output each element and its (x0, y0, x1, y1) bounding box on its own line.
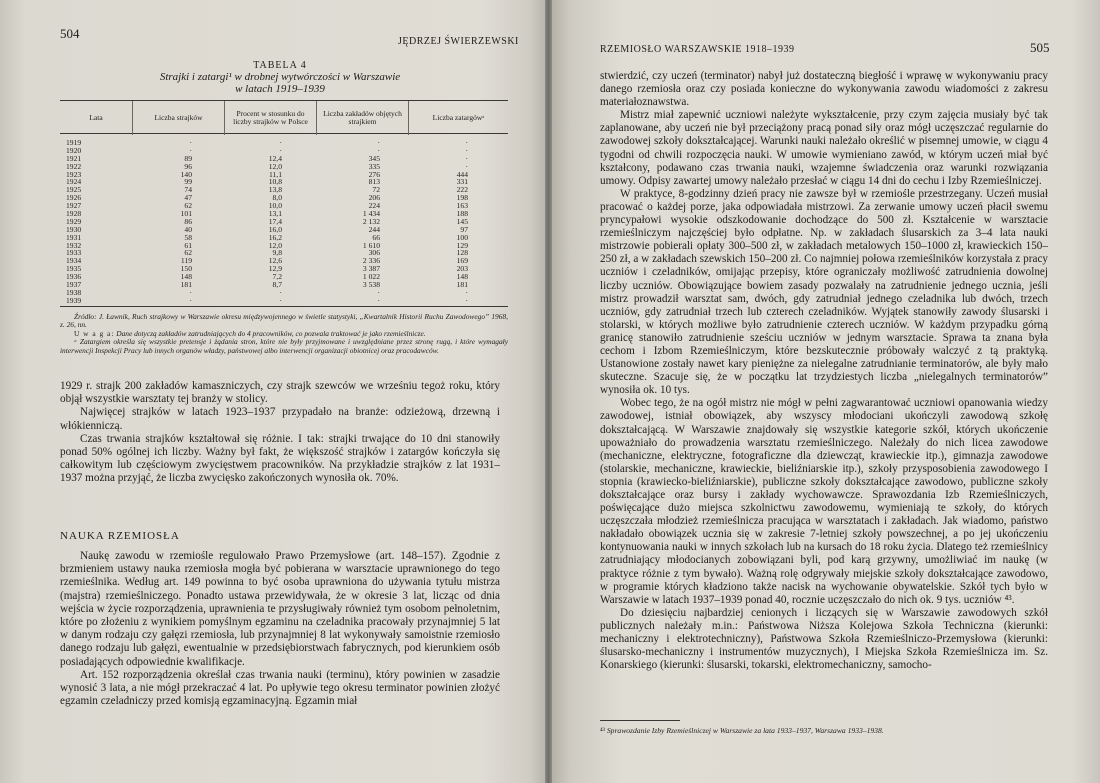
table-cell: 89 (184, 153, 192, 163)
table-cell: 1923 (66, 169, 82, 179)
table-cell: 99 (184, 177, 192, 187)
table-cell: 1937 (66, 280, 82, 290)
header-strikes-count: Liczba strajków (132, 101, 224, 135)
table-row (60, 249, 508, 257)
table-cell: 224 (368, 201, 380, 211)
table-cell: 129 (456, 240, 468, 250)
paragraph: Czas trwania strajków kształtował się różnie. I tak: strajki trwające do 10 dni stanowiły ponad 50% ogólnej ich liczby. Ważny był fakt, że większość strajków i zatargów kończyła się całkowitym lub częściowym zwycięstwem pracowników. Na przykładzie strajków z lat 1931–1937 można przyjąć, że liczba zwycięsko zakończonych wynosiła ok. 70%. (60, 432, 500, 485)
header-disputes-count: Liczba zatargówᵃ (408, 101, 508, 135)
table-cell: 1936 (66, 272, 82, 282)
table-cell: 1938 (66, 287, 82, 297)
paragraph: Mistrz miał zapewnić uczniowi należyte wykształcenie, przy czym zajęcia musiały być tak zaplanowane, aby uczeń nie był przeciążony pracą ponad siły oraz mógł uczęszczać regularnie do zawodowej szkoły dokształcającej. Warunki nauki należało określić w pisemnej umowie, w ciągu 4 tygodni od chwili rozpoczęcia nauki. W umowie wymieniano zawód, w którym uczeń miał być kształcony, podawano czas trwania nauki, wzajemne świadczenia oraz warunki rozwiązania umowy. Odpisy zawartej umowy należało przesłać w ciągu 14 dni do cechu i Izby Rzemieślniczej. (600, 109, 1048, 187)
paragraph: stwierdzić, czy uczeń (terminator) nabył już dostateczną biegłość i wprawę w wykonywaniu pracy danego rzemiosła oraz czy posiada konieczne do wykonywania zawodu wiadomości z zakresu materiałoznawstwa. (600, 70, 1048, 109)
table-bottom-rule (60, 306, 508, 307)
table-cell: 72 (372, 185, 380, 195)
strikes-table (60, 100, 508, 305)
table-cell: 1933 (66, 248, 82, 258)
table-cell: 100 (456, 232, 468, 242)
header-percent-poland: Procent w stosunku do liczby strajków w Polsce (224, 101, 316, 135)
table-cell: 62 (184, 248, 192, 258)
footnote-rule (600, 720, 680, 721)
right-page (552, 0, 1100, 783)
table-cell: 58 (184, 232, 192, 242)
table-cell: 145 (456, 216, 468, 226)
left-page-number: 504 (60, 26, 80, 41)
table-row (60, 186, 508, 194)
table-cell: 150 (180, 264, 192, 274)
table-row (60, 281, 508, 289)
table-cell: 276 (368, 169, 380, 179)
table-footnote-a: ᵃ Zatargiem określa się wszystkie pretensje i żądania stron, które nie były przyjmowane i uwzględniane przez stronę rugą, i które wymagały interwencji Inspekcji Pracy lub innych organów władzy, państwowej albo interwencji organizacji obiotnicej oraz pracodawców. (60, 337, 508, 355)
table-cell: 101 (180, 209, 192, 219)
table-cell: 1 610 (362, 240, 380, 250)
table-cell: 148 (180, 272, 192, 282)
left-body-text-2 (60, 550, 500, 708)
table-cell: 181 (456, 280, 468, 290)
table-cell: 1924 (66, 177, 82, 187)
table-cell: 8,7 (272, 280, 282, 290)
table-cell: 1934 (66, 256, 82, 266)
table-cell: 12,0 (268, 240, 282, 250)
table-cell: 1928 (66, 209, 82, 219)
table-cell: 1 434 (362, 209, 380, 219)
table-cell: 1935 (66, 264, 82, 274)
table-row (60, 178, 508, 186)
table-cell: · (189, 295, 192, 305)
table-cell: 331 (456, 177, 468, 187)
uwaga-text: Dane dotyczą zakładów zatrudniających do 4 pracowników, co pozwala traktować je jako rzemieślnicze. (116, 328, 426, 338)
table-cell: · (279, 138, 282, 147)
table-cell: 1919 (66, 138, 82, 147)
paragraph: Art. 152 rozporządzenia określał czas trwania nauki (terminu), który powinien w zasadzie wynosić 3 lata, a nie mógł przekraczać 4 lat. Po upływie tego okresu terminator powinien złożyć egzamin czeladniczy przed komisją egzaminacyjną. Egzamin miał (60, 668, 500, 708)
right-running-head: RZEMIOSŁO WARSZAWSKIE 1918–1939 (600, 44, 795, 55)
table-cell: 148 (456, 272, 468, 282)
table-cell: 62 (184, 201, 192, 211)
paragraph: W praktyce, 8-godzinny dzień pracy nie zawsze był w rzemiośle przestrzegany. Uczeń musiał pracować o każdej porze, jaka odpowiadała mistrzowi. Za zerwanie umowy uczeń płacił swemu pryncypałowi wysokie odszkodowanie dochodzące do 500 zł. Kształcenie w warsztacie rzemieślniczym najczęściej było odpłatne. Np. w zakładach ślusarskich za 3–4 lata nauki mistrzowie pobierali opłaty 300–500 zł, w zakładach metalowych 150–1000 zł, krawieckich 150–250 zł, a w zakładach szewskich 150–200 zł. Co najmniej połowa rzemieślników korzystała z pracy uczniów i czeladników, omijając przepisy, które ograniczały możliwość zatrudnienia dowolnej liczby uczniów. Obowiązujące bowiem zasady pozwalały na zatrudnienie jednego ucznia, jeśli mistrz prowadził warsztat sam, dwóch, gdy zatrudniał jednego czeladnika lub dwóch, trzech uczniów, gdy zatrudniał trzech lub czterech czeladników. Wyjątek stanowiły zawody ślusarski i stolarski, w których możliwe było zatrudnienie czterech uczniów. W każdym przypadku górną granicę stanowiło zatrudnienie sześciu uczniów w jednym warsztacie. Sprawa ta znana była cechom i Izbom Rzemieślniczym, które bezskutecznie próbowały walczyć z tą praktyką. Ustanowione zostały nawet kary pieniężne za nielegalne zatrudnianie terminatorów, ale były mało skuteczne. Szacuje się, że w początku lat trzydziestych liczba „nielegalnych terminatorów” wynosiła ok. 10 tys. (600, 187, 1048, 397)
table-row (60, 163, 508, 171)
table-cell: 222 (456, 185, 468, 195)
book-gutter (545, 0, 552, 783)
table-label: TABELA 4 (253, 60, 307, 71)
paragraph: Naukę zawodu w rzemiośle regulowało Prawo Przemysłowe (art. 148–157). Zgodnie z brzmieniem ustawy nauka rzemiosła mogła być pobierana w warsztacie uprawnionego do tego rzemieślnika. Według art. 149 powinna to być osoba uprawniona do używania tytułu mistrza (majstra) rzemieślniczego. Ponadto ustawa przewidywała, że w okresie 3 lat, licząc od dnia wejścia w życie rozporządzenia, uprawnienia te przysługiwały również tym osobom pełnoletnim, które po złożeniu z wynikiem pomyślnym egzaminu na czeladnika pracowały przynajmniej 5 lat w danym rodzaju czy gałęzi rzemiosła, lub przynajmniej 8 lat wykonywały samoistnie rzemiosło danego rodzaju lub gałęzi, ewentualnie w przedsiębiorstwach fabrycznych, pod kierunkiem osób posiadających odpowiednie kwalifikacje. (60, 550, 500, 668)
table-cell: 66 (372, 232, 380, 242)
table-cell: 10,0 (268, 201, 282, 211)
paragraph: Wobec tego, że na ogół mistrz nie mógł w pełni zagwarantować uczniowi opanowania wiedzy zawodowej, istniał obowiązek, aby wszyscy młodociani ukończyli zawodową szkołę dokształcającą. W Warszawie znajdowały się wszystkie kategorie szkół, których ukończenie upoważniało do prowadzenia warsztatu rzemieślniczego. Należały do nich licea zawodowe (mechaniczne, elektryczne, fotograficzne dla dziewcząt, krawieckie itp.), gimnazja zawodowe (stolarskie, mechaniczne, krawieckie, bieliźniarskie itp.), szkoły przysposobienia zawodowego I stopnia (krawiecko-bieliźniarskie), publiczne szkoły dokształcające zawodowo, publiczne szkoły dokształcające oraz bursy i zakłady wychowawcze. Sprawozdania Izb Rzemieślniczych, poświęcające dużo miejsca szkolnictwu zawodowemu, wymieniają te szkoły, do których uczęszczała młodzież rzemieślnicza pracująca w warsztatach i zakładach. Jak wiadomo, państwo nakładało obowiązek ucznia się w zakresie 7-letniej szkoły powszechnej, a po jej ukończeniu kontynuowania nauki w innych szkołach lub na kursach do 18 roku życia. Dlatego też rzemieślnicy zatrudniający młodocianych zobowiązani byli, pod karą grzywny, umożliwiać im naukę (w praktyce różnie z tym bywało). Ważną rolę odgrywały miejskie szkoły dokształcające zawodowo, w programie których kładziono także nacisk na wychowanie obywatelskie. Szkół tych było w Warszawie w latach 1937–1939 ponad 40, rocznie uczęszczało do nich ok. 9 tys. uczniów ⁴³. (600, 397, 1048, 606)
table-cell: 47 (184, 193, 192, 203)
table-row (60, 273, 508, 281)
table-cell: 203 (456, 264, 468, 274)
table-source-note: Źródło: J. Ławnik, Ruch strajkowy w Warszawie okresu międzywojennego w świetle statystyki, „Kwartalnik Historii Ruchu Zawodowego” 1968, z. 26, nn. (60, 312, 508, 330)
table-cell: 13,1 (268, 209, 282, 219)
table-notes (60, 313, 508, 355)
table-cell: · (189, 145, 192, 155)
table-cell: 9,8 (272, 248, 282, 258)
left-body-text (60, 380, 500, 486)
footnote-number: ⁴³ (600, 726, 605, 735)
table-cell: · (465, 138, 468, 147)
table-cell: 1926 (66, 193, 82, 203)
table-cell: 198 (456, 193, 468, 203)
header-workshops-count: Liczba zakładów objętych strajkiem (316, 101, 408, 135)
table-row (60, 202, 508, 210)
table-title-line2: w latach 1919–1939 (235, 83, 325, 95)
table-cell: 1939 (66, 295, 82, 305)
table-cell: 1925 (66, 185, 82, 195)
table-cell: 169 (456, 256, 468, 266)
table-cell: 813 (368, 177, 380, 187)
table-cell: 96 (184, 161, 192, 171)
table-cell: 86 (184, 216, 192, 226)
table-cell: 1921 (66, 153, 82, 163)
table-cell: 335 (368, 161, 380, 171)
table-cell: 119 (180, 256, 192, 266)
left-running-head: JĘDRZEJ ŚWIERZEWSKI (398, 36, 519, 47)
table-header (60, 100, 508, 134)
table-cell: 16,0 (268, 224, 282, 234)
table-cell: 1920 (66, 145, 82, 155)
paragraph: Do dziesięciu najbardziej cenionych i liczących się w Warszawie zawodowych szkół publicznych należały m.in.: Państwowa Niższa Kolejowa Szkoła Techniczna (kierunki: mechaniczny i elektrotechniczny), Państwowa Szkoła Rzemieślniczo-Przemysłowa (kierunki: ślusarsko-mechaniczny i instrumentów muzycznych), I Miejska Szkoła Rzemieślnicza im. Sz. Konarskiego (kierunki: ślusarski, tokarski, elektromechaniczny, samocho- (600, 606, 1048, 672)
uwaga-label: U w a g a: (74, 328, 115, 338)
table-row (60, 155, 508, 163)
table-cell: 306 (368, 248, 380, 258)
paragraph: Najwięcej strajków w latach 1923–1937 przypadało na branże: odzieżową, drzewną i włókienniczą. (60, 406, 500, 432)
table-cell: 163 (456, 201, 468, 211)
table-cell: · (377, 287, 380, 297)
table-cell: 188 (456, 209, 468, 219)
footnote-text: Sprawozdanie Izby Rzemieślniczej w Warszawie za lata 1933–1937, Warszawa 1933–1938. (606, 726, 884, 735)
table-cell: 345 (368, 153, 380, 163)
table-cell: 8,0 (272, 193, 282, 203)
table-cell: · (279, 295, 282, 305)
table-cell: 1931 (66, 232, 82, 242)
table-cell: 1 022 (362, 272, 380, 282)
table-cell: 1922 (66, 161, 82, 171)
table-row (60, 218, 508, 226)
table-cell: 3 387 (362, 264, 380, 274)
table-title-line1: Strajki i zatargi¹ w drobnej wytwórczości w Warszawie (159, 71, 401, 83)
table-cell: · (465, 287, 468, 297)
table-cell: 12,6 (268, 256, 282, 266)
table-cell: · (377, 138, 380, 147)
table-cell: · (465, 153, 468, 163)
table-cell: 1927 (66, 201, 82, 211)
table-body (60, 139, 508, 305)
table-cell: · (465, 145, 468, 155)
section-heading: NAUKA RZEMIOSŁA (60, 530, 180, 542)
table-cell: 128 (456, 248, 468, 258)
table-row (60, 265, 508, 273)
table-cell: 61 (184, 240, 192, 250)
table-cell: 140 (180, 169, 192, 179)
table-cell: 206 (368, 193, 380, 203)
table-row (60, 257, 508, 265)
table-cell: 444 (456, 169, 468, 179)
table-cell: 10,8 (268, 177, 282, 187)
table-cell: 13,8 (268, 185, 282, 195)
table-row (60, 210, 508, 218)
table-cell: 97 (460, 224, 468, 234)
table-cell: · (279, 287, 282, 297)
table-cell: 181 (180, 280, 192, 290)
table-cell: 1932 (66, 240, 82, 250)
table-row (60, 297, 508, 305)
table-cell: · (465, 295, 468, 305)
table-cell: 2 132 (362, 216, 380, 226)
right-body-text (600, 70, 1048, 672)
table-cell: 12,9 (268, 264, 282, 274)
table-row (60, 147, 508, 155)
table-cell: 244 (368, 224, 380, 234)
table-row (60, 289, 508, 297)
table-row (60, 242, 508, 250)
table-cell: · (465, 161, 468, 171)
table-cell: 7,2 (272, 272, 282, 282)
table-cell: · (189, 287, 192, 297)
table-cell: 12,4 (268, 153, 282, 163)
table-cell: 11,1 (268, 169, 282, 179)
left-page (0, 0, 545, 783)
table-row (60, 171, 508, 179)
table-row (60, 139, 508, 147)
header-years: Lata (89, 113, 103, 122)
right-page-number: 505 (1030, 40, 1050, 55)
table-cell: 40 (184, 224, 192, 234)
footnote (600, 726, 1048, 735)
table-cell: · (377, 295, 380, 305)
table-row (60, 234, 508, 242)
table-cell: 16,2 (268, 232, 282, 242)
table-cell: · (279, 145, 282, 155)
table-cell: 2 336 (362, 256, 380, 266)
table-cell: 1930 (66, 224, 82, 234)
table-cell: 12,0 (268, 161, 282, 171)
paragraph: 1929 r. strajk 200 zakładów kamaszniczych, czy strajk szewców we wrześniu tegoż roku, który objął wszystkie warsztaty tej branży w stolicy. (60, 380, 500, 406)
table-cell: 3 538 (362, 280, 380, 290)
table-cell: · (189, 138, 192, 147)
table-cell: 74 (184, 185, 192, 195)
table-cell: 17,4 (268, 216, 282, 226)
table-row (60, 194, 508, 202)
table-cell: 1929 (66, 216, 82, 226)
table-cell: · (377, 145, 380, 155)
table-row (60, 226, 508, 234)
